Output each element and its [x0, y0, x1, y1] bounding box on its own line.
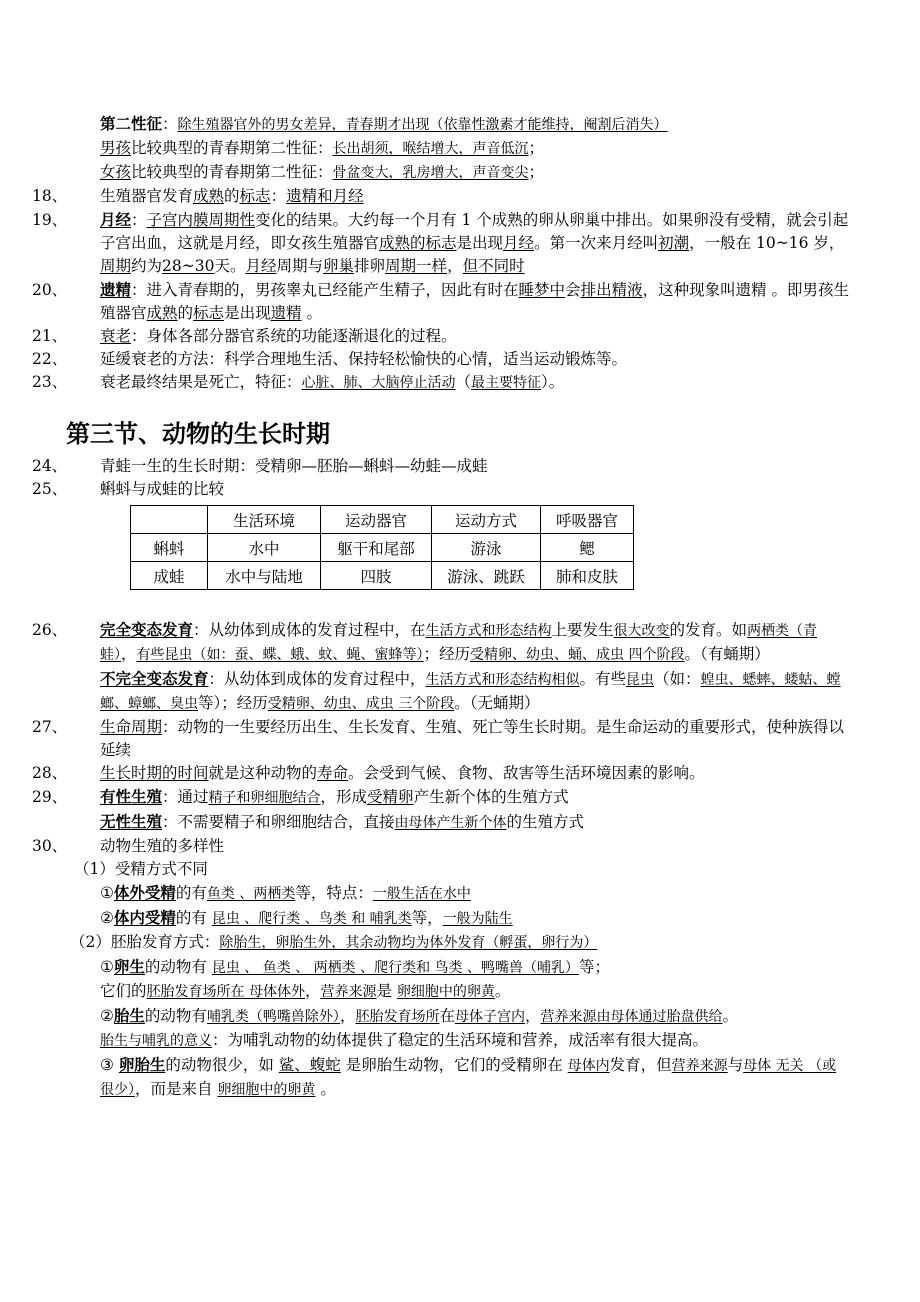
external-fertilization: ①体外受精的有鱼类 、两栖类等，特点：一般生活在水中: [100, 883, 471, 902]
oviparous-detail: 它们的胚胎发育场所在 母体体外，营养来源是 卵细胞中的卵黄。: [100, 982, 511, 1000]
table-cell: 蝌蚪: [131, 534, 208, 562]
item-19-menstruation: 19、 月经：子宫内膜周期性变化的结果。大约每一个月有 1 个成熟的卵从卵巢中排出。如果卵没有受精，就会引起子宫出血，这就是月经，即女孩生殖器官成熟的标志是出现月经。第一次来月经叫初潮，一般在 10~16 岁，周期约为28~30天。月经周期与卵巢排卵周期一样，但不同时: [32, 210, 849, 275]
table-header-row: [131, 506, 634, 534]
table-cell: [131, 506, 208, 534]
table-cell: 游泳、跳跃: [432, 562, 541, 590]
item-25-comparison-title: 25、 蝌蚪与成蛙的比较: [32, 480, 225, 498]
item-27-life-cycle: 27、 生命周期：动物的一生要经历出生、生长发育、生殖、死亡等生长时期。是生命运动的重要形式，使种族得以延续: [32, 718, 845, 759]
table-row: [131, 534, 634, 562]
asexual-reproduction: 无性生殖：不需要精子和卵细胞结合，直接由母体产生新个体的生殖方式: [100, 812, 585, 831]
item-28-lifespan: 28、 生长时期的时间就是这种动物的寿命。会受到气候、食物、敌害等生活环境因素的影响。: [32, 764, 705, 782]
table-cell: 鳃: [541, 534, 634, 562]
line-girls-characteristics: 女孩比较典型的青春期第二性征：骨盆变大，乳房增大，声音变尖；: [100, 163, 545, 181]
spacer: [66, 590, 850, 618]
fertilization-subheading: （1）受精方式不同: [74, 860, 208, 878]
table-cell: 水中: [208, 534, 321, 562]
item-26-complete-metamorphosis: 26、 完全变态发育：从幼体到成体的发育过程中，在生活方式和形态结构上要发生很大改变的发育。如两栖类（青蛙），有些昆虫（如：蚕、蝶、蛾、蚊、蝇、蜜蜂等）；经历受精卵、幼虫、蛹、成虫 四个阶段。（有蛹期）: [32, 620, 818, 663]
incomplete-metamorphosis: 不完全变态发育：从幼体到成体的发育过程中，生活方式和形态结构相似。有些昆虫（如：蝗虫、蟋蟀、蝼蛄、螳螂、蟑螂、臭虫等）；经历受精卵、幼虫、成虫 三个阶段。（无蛹期）: [100, 669, 841, 712]
viviparous-significance: 胎生与哺乳的意义：为哺乳动物的幼体提供了稳定的生活环境和营养，成活率有很大提高。: [100, 1031, 709, 1049]
table-cell: 生活环境: [208, 506, 321, 534]
item-30-reproduction-diversity: 30、 动物生殖的多样性: [32, 837, 225, 855]
comparison-table: [130, 505, 634, 590]
item-24-frog-stages: 24、 青蛙一生的生长时期：受精卵—胚胎—蝌蚪—幼蛙—成蛙: [32, 457, 488, 475]
ovoviviparous: ③ 卵胎生的动物很少，如 鲨、蝮蛇 是卵胎生动物，它们的受精卵在 母体内发育，但营养来源与母体 无关 （或很少），而是来自 卵细胞中的卵黄 。: [100, 1055, 837, 1098]
oviparous: ①卵生的动物有 昆虫 、 鱼类 、 两栖类 、爬行类和 鸟类 、鸭嘴兽（哺乳）等；: [100, 957, 611, 976]
item-21-aging: 21、 衰老：身体各部分器官系统的功能逐渐退化的过程。: [32, 327, 457, 345]
table-cell: 游泳: [432, 534, 541, 562]
table-cell: 运动器官: [321, 506, 432, 534]
item-22-delay-aging: 22、 延缓衰老的方法：科学合理地生活、保持轻松愉快的心情，适当运动锻炼等。: [32, 350, 628, 368]
line-second-sex-characteristics: 第二性征：除生殖器官外的男女差异，青春期才出现（依靠性激素才能维持，阉割后消失）: [100, 114, 668, 133]
item-20-nocturnal-emission: 20、 遗精：进入青春期的，男孩睾丸已经能产生精子，因此有时在睡梦中会排出精液，这种现象叫遗精 。即男孩生殖器官成熟的标志是出现遗精 。: [32, 280, 850, 322]
embryo-development-subheading: （2）胚胎发育方式：除胎生，卵胎生外，其余动物均为体外发育（孵蛋，卵行为）: [70, 933, 598, 951]
table-row: [131, 562, 634, 590]
item-23-death: 23、 衰老最终结果是死亡，特征：心脏、肺、大脑停止活动（最主要特征）。: [32, 373, 565, 391]
table-cell: 水中与陆地: [208, 562, 321, 590]
item-29-sexual-reproduction: 29、 有性生殖：通过精子和卵细胞结合，形成受精卵产生新个体的生殖方式: [32, 787, 569, 806]
section-heading: 第三节、动物的生长时期: [66, 420, 330, 448]
table-cell: 呼吸器官: [541, 506, 634, 534]
table-cell: 躯干和尾部: [321, 534, 432, 562]
table-cell: 运动方式: [432, 506, 541, 534]
line-boys-characteristics: 男孩比较典型的青春期第二性征：长出胡须，喉结增大，声音低沉；: [100, 139, 545, 157]
item-18: 18、 生殖器官发育成熟的标志：遗精和月经: [32, 187, 364, 205]
table-cell: 肺和皮肤: [541, 562, 634, 590]
table-cell: 四肢: [321, 562, 432, 590]
internal-fertilization: ②体内受精的有 昆虫 、爬行类 、鸟类 和 哺乳类等，一般为陆生: [100, 908, 513, 927]
viviparous: ②胎生的动物有哺乳类（鸭嘴兽除外），胚胎发育场所在母体子宫内，营养来源由母体通过胎盘供给。: [100, 1006, 738, 1025]
table-cell: 成蛙: [131, 562, 208, 590]
